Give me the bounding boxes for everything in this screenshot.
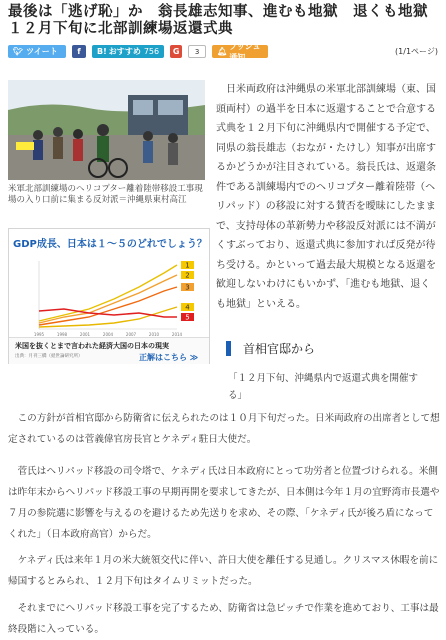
share-bar [8,41,268,62]
ad-x-tick-label: 2007 [125,332,137,337]
ad-x-tick-label: 2001 [79,332,91,337]
section-heading: 首相官邸から [226,340,315,356]
paragraph-lead: 日米両政府は沖縄県の米軍北部訓練場（東、国頭両村）の過半を日本に返還することで合意する式典を１２月下旬に沖縄県内で開催する予定で、同県の翁長雄志（おなが・たけし）知事が出席するかどうかが注目されている。翁長氏は、返還条件である訓練場内でのヘリコプター離着陸帯（ヘリパッド）の移設に対する賛否を曖昧にしたままで、支持母体の革新勢力や移設反対派には不満がくすぶっており、返還式典に参加すれば反発が待ち受ける。かといって過去最大規模となる返還を歓迎しないわけにもいかず、「進むも地獄、退くも地獄」といえる。 [216,84,436,310]
paragraph-2: この方針が首相官邸から防衛省に伝えられたのは１０月下旬だった。日米両政府の出席者として想定されているのは菅義偉官房長官とケネディ駐日大使だ。 [8,413,440,445]
ad-source: 出典：月刊三橋（経世論研究所） [15,354,83,359]
paragraph-3: 菅氏はヘリパッド移設の司令塔で、ケネディ氏は日本政府にとって功労者と位置づけられる。米側は昨年末からヘリパッド移設工事の早期再開を要求してきたが、日本側は今年１月の宜野湾市長選や７月の参院選に影響を与えるのを避けるため先送りを求め、その際、「ケネディ氏が後ろ盾になってくれた」（日本政府高官）からだ。 [8,466,440,540]
quote-block: 「１２月下旬、沖縄県内で返還式典を開催する」 [228,373,419,401]
ad-series-label-5: 5 [185,313,190,322]
ad-series-label-4: 4 [185,303,190,312]
ad-series-label-2: 2 [185,271,190,280]
facebook-button[interactable] [72,45,86,58]
ad-answer-link[interactable]: 正解はこちら ≫ [139,353,199,362]
article-title: 最後は「逃げ恥」か 翁長雄志知事、進むも地獄 退くも地獄 １２月下旬に北部訓練場返還式典 [8,4,443,37]
ad-series-label-1: 1 [185,261,190,270]
hatena-icon: B! [97,47,107,56]
ad-caption: 米国を抜くとまで言われた経済大国の日本の現実 [15,342,169,350]
google-button[interactable] [170,45,182,58]
ad-x-tick-label: 2014 [171,332,183,337]
twitter-bird-icon: 🐦︎ [13,47,24,56]
photo-caption: 米軍北部訓練場のヘリコプター離着陸帯移設工事現場の入り口前に集まる反対派＝沖縄県東村高江 [8,184,203,205]
facebook-icon: f [77,47,81,56]
bell-icon: 🔔︎ [217,47,228,56]
advertisement-card[interactable] [8,228,210,364]
ad-x-tick-label: 1998 [56,332,68,337]
google-icon: G [172,47,180,56]
ad-chart [9,251,209,341]
google-count: 3 [188,45,206,58]
ad-series-label-3: 3 [185,283,190,292]
paragraph-4: ケネディ氏は来年１月の米大統領交代に伴い、許日大使を離任する見通し。クリスマス休暇を前に帰国するとみられ、１２月下旬はタイムリミットだった。 [8,555,439,587]
ad-x-tick-label: 1995 [33,332,45,337]
article-photo [8,80,205,180]
ad-footer [9,337,209,364]
hatena-button[interactable]: B! おすすめ 756 [92,45,164,58]
protest-photo-illustration [8,80,205,180]
hatena-count: 756 [143,47,160,56]
ad-series-line-1 [39,265,177,321]
paragraph-5: それまでにヘリパッド移設工事を完了するため、防衛省は急ピッチで作業を進めており、工事は最終段階に入っている。 [8,603,439,635]
ad-x-tick-label: 2010 [148,332,160,337]
ad-title: GDP成長、日本は１～５のどれでしょう？ [13,239,207,250]
page-indicator: (1/1ページ) [395,47,438,56]
tweet-button[interactable]: 🐦︎ ツイート [8,45,66,58]
section-marker-icon [226,341,231,356]
push-notification-button[interactable]: 🔔︎ プッシュ通知 [212,45,268,58]
article-lead [216,80,438,314]
ad-x-tick-label: 2004 [102,332,114,337]
